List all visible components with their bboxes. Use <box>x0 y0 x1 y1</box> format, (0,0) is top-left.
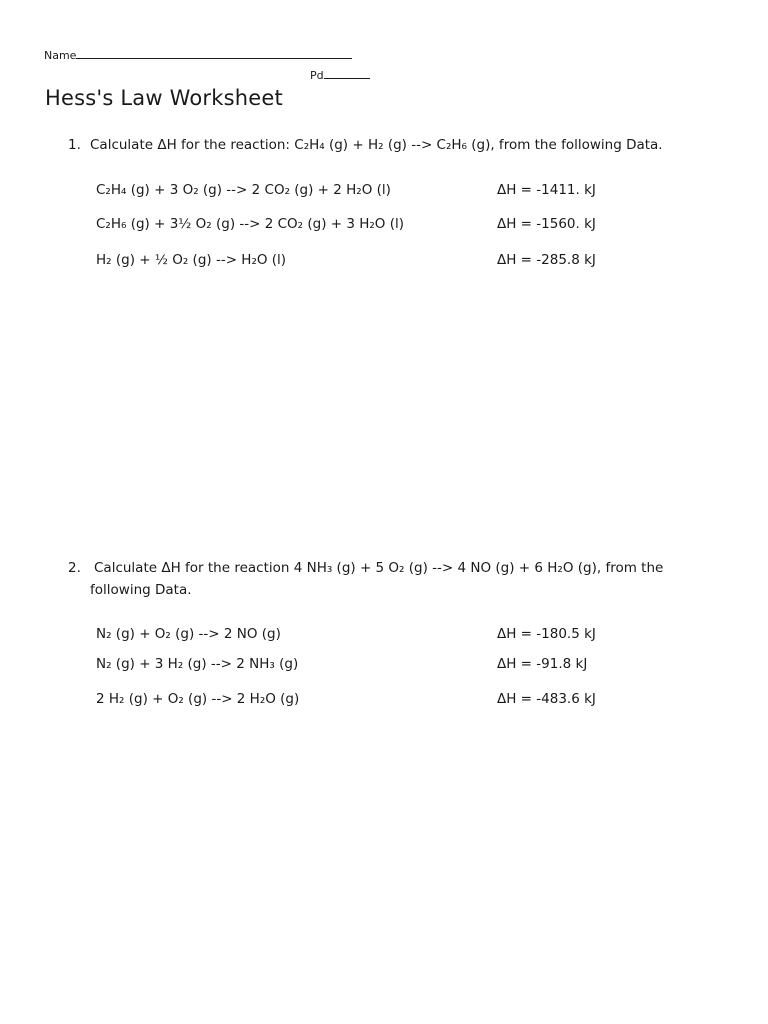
q1-enthalpy-1: ΔH = -1411. kJ <box>497 182 596 198</box>
q1-reaction-1: C₂H₄ (g) + 3 O₂ (g) --> 2 CO₂ (g) + 2 H₂O (l) <box>96 182 391 198</box>
q2-enthalpy-3: ΔH = -483.6 kJ <box>497 691 596 707</box>
q2-reaction-1: N₂ (g) + O₂ (g) --> 2 NO (g) <box>96 626 281 642</box>
q2-reaction-3: 2 H₂ (g) + O₂ (g) --> 2 H₂O (g) <box>96 691 300 707</box>
period-line <box>310 67 370 82</box>
q1-reaction-3: H₂ (g) + ½ O₂ (g) --> H₂O (l) <box>96 252 287 268</box>
period-blank <box>324 67 370 79</box>
question-1-prompt: Calculate ΔH for the reaction: C₂H₄ (g) + H₂ (g) --> C₂H₆ (g), from the following Data. <box>90 137 663 153</box>
q2-enthalpy-1: ΔH = -180.5 kJ <box>497 626 596 642</box>
q2-reaction-2: N₂ (g) + 3 H₂ (g) --> 2 NH₃ (g) <box>96 656 299 672</box>
name-blank <box>76 47 352 59</box>
q1-reaction-2: C₂H₆ (g) + 3½ O₂ (g) --> 2 CO₂ (g) + 3 H₂O (l) <box>96 216 405 232</box>
name-line <box>44 47 352 62</box>
question-2-prompt-line-1: Calculate ΔH for the reaction 4 NH₃ (g) + 5 O₂ (g) --> 4 NO (g) + 6 H₂O (g), from the <box>94 560 664 576</box>
name-label: Name <box>44 49 77 62</box>
question-2-prompt-line-2: following Data. <box>90 582 192 598</box>
q2-enthalpy-2: ΔH = -91.8 kJ <box>497 656 588 672</box>
page-title: Hess's Law Worksheet <box>45 86 283 110</box>
q1-enthalpy-3: ΔH = -285.8 kJ <box>497 252 596 268</box>
q1-enthalpy-2: ΔH = -1560. kJ <box>497 216 596 232</box>
period-label: Pd <box>310 69 324 82</box>
question-2-number: 2. <box>68 560 81 576</box>
question-1-number: 1. <box>68 137 81 153</box>
